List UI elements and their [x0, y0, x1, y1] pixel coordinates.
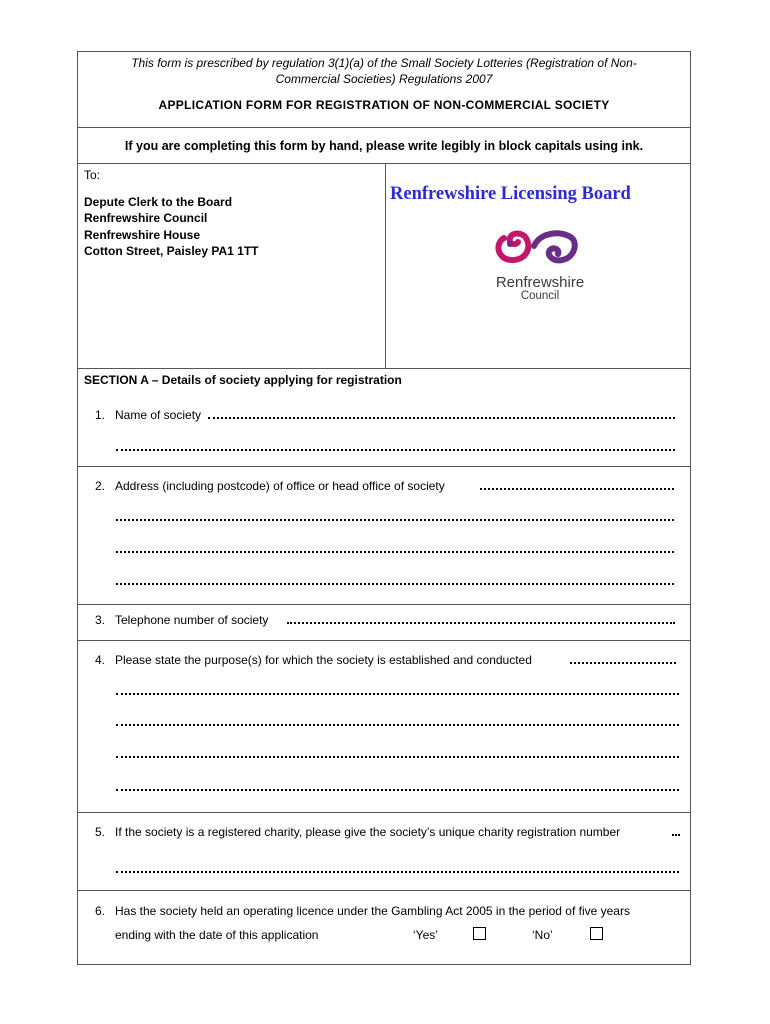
divider-q1 [77, 466, 691, 467]
logo-word-council: Council [520, 290, 560, 302]
answer-line-purpose[interactable] [116, 724, 679, 726]
answer-line-purpose[interactable] [116, 693, 679, 695]
logo-word-renfrewshire: Renfrewshire [495, 274, 585, 291]
no-checkbox[interactable] [590, 927, 603, 940]
section-a-heading: SECTION A – Details of society applying for registration [84, 373, 402, 387]
to-label: To: [84, 168, 101, 182]
question-label: Address (including postcode) of office or head office of society [115, 479, 445, 493]
question-number: 1. [95, 408, 106, 422]
divider-q4 [77, 812, 691, 813]
question-label: Please state the purpose(s) for which the society is established and conducted [115, 653, 532, 667]
question-number: 4. [95, 653, 106, 667]
form-title: APPLICATION FORM FOR REGISTRATION OF NON-COMMERCIAL SOCIETY [158, 98, 610, 112]
question-number: 6. [95, 904, 106, 918]
addressee-line: Renfrewshire Council [84, 211, 208, 225]
yes-checkbox[interactable] [473, 927, 486, 940]
answer-line-charity-number[interactable] [672, 834, 680, 836]
answer-line-telephone[interactable] [287, 622, 675, 624]
answer-line-address[interactable] [116, 583, 674, 585]
divider-instruction [77, 163, 691, 164]
divider-q2 [77, 604, 691, 605]
answer-line-purpose[interactable] [570, 662, 676, 664]
addressee-line: Depute Clerk to the Board [84, 195, 233, 209]
logo-dot [507, 241, 513, 247]
completion-instruction: If you are completing this form by hand, please write legibly in block capitals using ink. [124, 139, 644, 153]
answer-line-address[interactable] [116, 519, 674, 521]
question-label: Name of society [115, 408, 202, 422]
question-label: Has the society held an operating licence under the Gambling Act 2005 in the period of five years [115, 904, 630, 918]
option-no-label: ‘No’ [532, 928, 553, 942]
question-label: If the society is a registered charity, please give the society’s unique charity registration number [115, 825, 621, 839]
regulation-line-1: This form is prescribed by regulation 3(1)(a) of the Small Society Lotteries (Registration of Non- [131, 56, 637, 70]
question-number: 5. [95, 825, 106, 839]
addressee-line: Cotton Street, Paisley PA1 1TT [84, 244, 259, 258]
answer-line-charity-number[interactable] [116, 871, 679, 873]
logo-swirl-right [534, 233, 575, 260]
question-number: 3. [95, 613, 106, 627]
divider-address-column [385, 163, 386, 368]
answer-line-address[interactable] [480, 488, 674, 490]
regulation-line-2: Commercial Societies) Regulations 2007 [275, 72, 493, 86]
renfrewshire-council-logo [490, 224, 580, 276]
divider-q3 [77, 640, 691, 641]
question-label: Telephone number of society [115, 613, 269, 627]
question-label-continued: ending with the date of this application [115, 928, 319, 942]
answer-line-purpose[interactable] [116, 789, 679, 791]
answer-line-purpose[interactable] [116, 756, 679, 758]
licensing-board-name: Renfrewshire Licensing Board [390, 184, 631, 204]
divider-header [77, 127, 691, 128]
addressee-line: Renfrewshire House [84, 228, 201, 242]
question-number: 2. [95, 479, 106, 493]
answer-line-society-name[interactable] [208, 417, 675, 419]
answer-line-address[interactable] [116, 551, 674, 553]
option-yes-label: ‘Yes’ [413, 928, 438, 942]
logo-swirl-left [498, 234, 528, 261]
answer-line-society-name[interactable] [116, 449, 675, 451]
divider-q5 [77, 890, 691, 891]
divider-address [77, 368, 691, 369]
